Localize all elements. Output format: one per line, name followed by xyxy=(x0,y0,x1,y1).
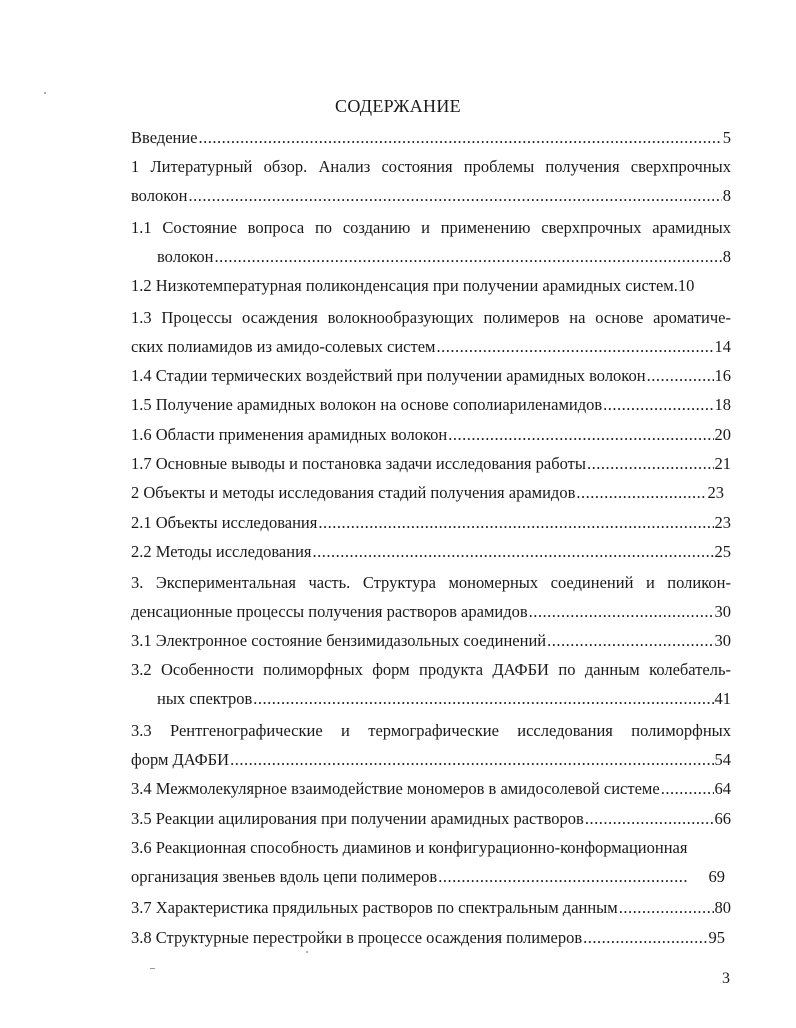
toc-page-number: 16 xyxy=(714,366,731,385)
toc-leader xyxy=(583,928,707,948)
toc-leader xyxy=(448,425,713,445)
toc-page-number: 8 xyxy=(722,247,731,266)
toc-leader xyxy=(230,750,713,770)
toc-entry-text: ных спектров xyxy=(157,689,253,708)
toc-leader xyxy=(199,128,722,148)
toc-entry-text: 1.7 Основные выводы и постановка задачи исследования работы xyxy=(131,454,586,473)
toc-entry-1-4 xyxy=(131,366,731,386)
toc-entry-3-6-line1: 3.6 Реакционная способность диаминов и конфигурационно-конформационная xyxy=(131,838,688,857)
toc-entry-3-5 xyxy=(131,809,731,829)
toc-entry-text: волокон xyxy=(157,247,214,266)
toc-entry-3-3-line2 xyxy=(131,750,731,770)
toc-entry-3-line1: 3. Экспериментальная часть. Структура мономерных соединений и поликон- xyxy=(131,573,731,592)
page-title: СОДЕРЖАНИЕ xyxy=(335,96,461,116)
toc-page-number: 23 xyxy=(714,513,731,532)
scan-speck xyxy=(44,92,46,94)
toc-page-number: 8 xyxy=(722,186,731,205)
toc-entry-3-8 xyxy=(131,928,725,948)
toc-entry-3-3-line1: 3.3 Рентгенографические и термографические исследования полиморфных xyxy=(131,721,731,740)
toc-entry-3-4 xyxy=(131,779,731,799)
toc-page-number: 41 xyxy=(714,689,731,708)
toc-entry-1-3-line1: 1.3 Процессы осаждения волокнообразующих полимеров на основе ароматиче- xyxy=(131,308,731,327)
toc-entry-text: 3.7 Характеристика прядильных растворов по спектральным данным xyxy=(131,898,618,917)
toc-entry-3-1 xyxy=(131,631,731,651)
toc-entry-1-line2 xyxy=(131,186,731,206)
toc-leader xyxy=(619,898,714,918)
toc-page-number: 30 xyxy=(714,631,731,650)
toc-page-number: 14 xyxy=(714,337,731,356)
toc-leader xyxy=(576,483,706,503)
toc-entry-3-6-line2 xyxy=(131,867,725,887)
toc-entry-intro xyxy=(131,128,731,148)
toc-leader xyxy=(438,867,686,887)
toc-entry-3-7 xyxy=(131,898,731,918)
toc-entry-text: форм ДАФБИ xyxy=(131,750,230,769)
toc-page-number: 5 xyxy=(722,128,731,147)
toc-entry-1-line1: 1 Литературный обзор. Анализ состояния проблемы получения сверхпрочных xyxy=(131,157,731,176)
toc-leader xyxy=(313,542,714,562)
toc-entry-1-5 xyxy=(131,395,731,415)
toc-leader xyxy=(436,337,713,357)
toc-entry-text: Введение xyxy=(131,128,198,147)
toc-entry-text: 1.6 Области применения арамидных волокон xyxy=(131,425,448,444)
toc-leader xyxy=(214,247,721,267)
toc-page-number: 20 xyxy=(714,425,731,444)
toc-entry-1-1-line2 xyxy=(157,247,731,267)
toc-leader xyxy=(661,779,714,799)
toc-entry-text: 1.4 Стадии термических воздействий при получении арамидных волокон xyxy=(131,366,646,385)
toc-entry-3-2-line1: 3.2 Особенности полиморфных форм продукта ДАФБИ по данным колебатель- xyxy=(131,660,731,679)
toc-page-number: 64 xyxy=(714,779,731,798)
toc-page-number: 30 xyxy=(714,602,731,621)
toc-leader xyxy=(188,186,721,206)
toc-page-number: 21 xyxy=(714,454,731,473)
toc-entry-text: денсационные процессы получения растворов арамидов xyxy=(131,602,528,621)
toc-leader xyxy=(603,395,713,415)
toc-leader xyxy=(587,454,714,474)
toc-entry-2-2 xyxy=(131,542,731,562)
toc-leader xyxy=(253,689,713,709)
toc-page-number: 80 xyxy=(714,898,731,917)
scan-speck xyxy=(150,968,155,969)
toc-entry-text: 1.5 Получение арамидных волокон на основе сополиариленамидов xyxy=(131,395,603,414)
toc-entry-text: 2.2 Методы исследования xyxy=(131,542,312,561)
toc-page-number: 18 xyxy=(714,395,731,414)
toc-entry-3-line2 xyxy=(131,602,731,622)
toc-entry-text: 3.1 Электронное состояние бензимидазольных соединений xyxy=(131,631,547,650)
toc-page-number: 23 xyxy=(707,483,724,502)
toc-leader xyxy=(585,809,714,829)
toc-entry-text: 2 Объекты и методы исследования стадий получения арамидов xyxy=(131,483,576,502)
toc-entry-text: организация звеньев вдоль цепи полимеров xyxy=(131,867,438,886)
toc-leader xyxy=(529,602,714,622)
toc-entry-3-2-line2 xyxy=(157,689,731,709)
toc-page-number: 69 xyxy=(708,867,725,886)
toc-page-number: 95 xyxy=(708,928,725,947)
scan-speck xyxy=(306,951,308,953)
toc-page-number: 66 xyxy=(714,809,731,828)
toc-entry-1-1-line1: 1.1 Состояние вопроса по созданию и применению сверхпрочных арамидных xyxy=(131,218,731,237)
toc-leader xyxy=(647,366,714,386)
toc-leader xyxy=(547,631,713,651)
toc-entry-1-6 xyxy=(131,425,731,445)
page-number: 3 xyxy=(722,970,730,987)
toc-leader xyxy=(318,513,713,533)
toc-entry-1-7 xyxy=(131,454,731,474)
toc-entry-text: 1.2 Низкотемпературная поликонденсация при получении арамидных систем. xyxy=(131,276,678,295)
toc-entry-1-2 xyxy=(131,276,731,296)
toc-entry-2 xyxy=(131,483,724,503)
toc-entry-text: 3.8 Структурные перестройки в процессе осаждения полимеров xyxy=(131,928,583,947)
toc-entry-text: 3.5 Реакции ацилирования при получении арамидных растворов xyxy=(131,809,584,828)
toc-entry-1-3-line2 xyxy=(131,337,731,357)
toc-page-number: 54 xyxy=(714,750,731,769)
toc-page-number: 25 xyxy=(714,542,731,561)
toc-entry-text: ских полиамидов из амидо-солевых систем xyxy=(131,337,436,356)
toc-entry-text: волокон xyxy=(131,186,188,205)
toc-page-number: 10 xyxy=(677,276,695,295)
toc-entry-text: 2.1 Объекты исследования xyxy=(131,513,318,532)
toc-entry-text: 3.4 Межмолекулярное взаимодействие мономеров в амидосолевой системе xyxy=(131,779,660,798)
toc-entry-2-1 xyxy=(131,513,731,533)
